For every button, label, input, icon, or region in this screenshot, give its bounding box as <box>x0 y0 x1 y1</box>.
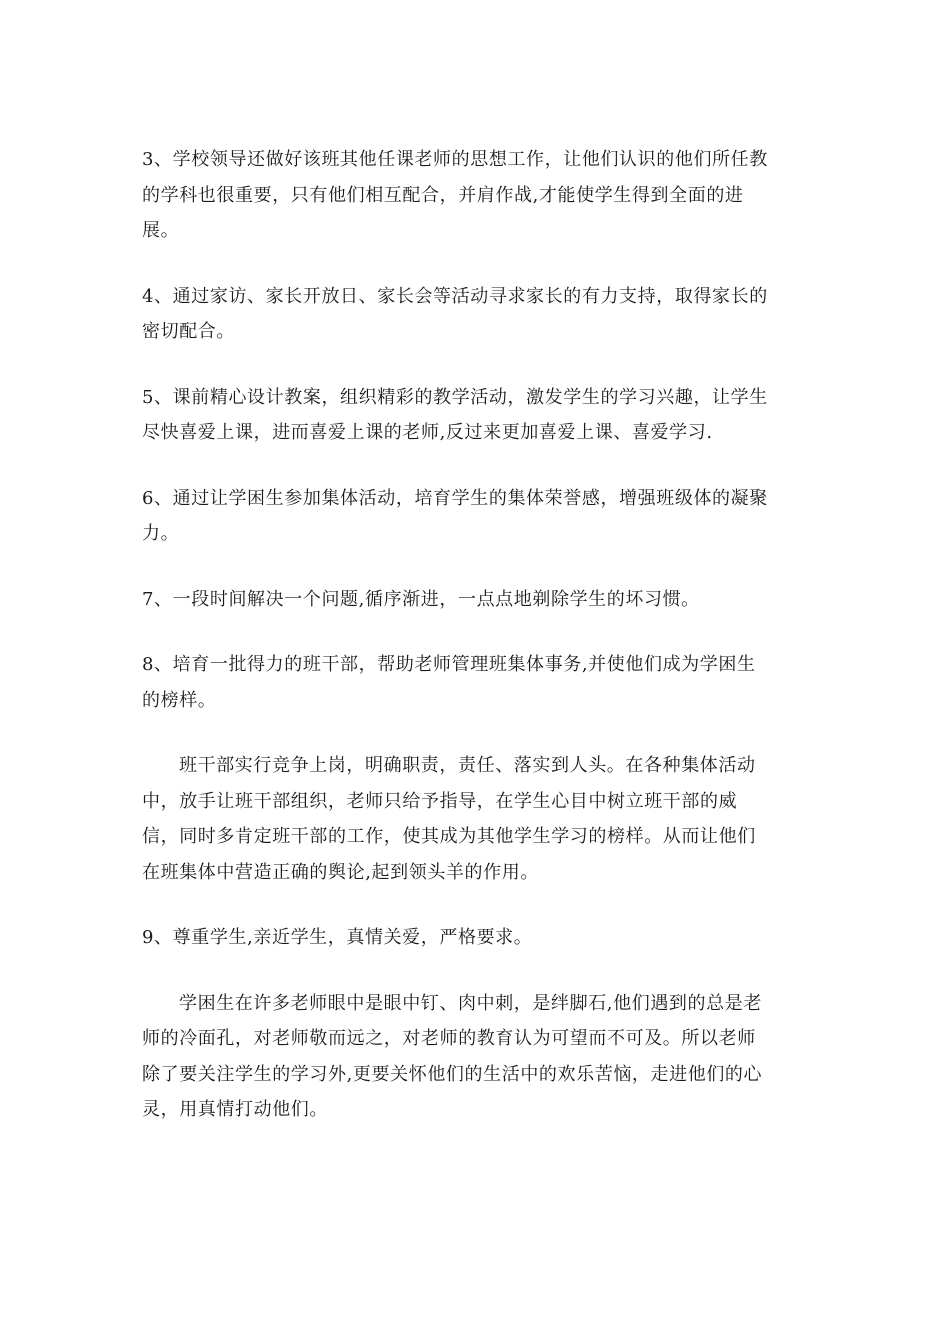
paragraph-item-9 <box>142 920 808 956</box>
text-line: 的学科也很重要，只有他们相互配合，并肩作战,才能使学生得到全面的进 <box>142 184 744 206</box>
paragraph-gap <box>142 890 808 920</box>
text-line: 中，放手让班干部组织，老师只给予指导，在学生心目中树立班干部的威 <box>142 790 738 812</box>
paragraph-item-8 <box>142 647 808 718</box>
text-line: 9、尊重学生,亲近学生，真情关爱，严格要求。 <box>142 927 533 948</box>
text-line: 在班集体中营造正确的舆论,起到领头羊的作用。 <box>142 861 539 883</box>
text-line: 学困生在许多老师眼中是眼中钉、肉中刺，是绊脚石,他们遇到的总是老 <box>179 992 762 1014</box>
text-line: 师的冷面孔，对老师敬而远之，对老师的教育认为可望而不可及。所以老师 <box>142 1028 756 1049</box>
text-line: 8、培育一批得力的班干部，帮助老师管理班集体事务,并使他们成为学困生 <box>142 654 756 675</box>
paragraph-item-7 <box>142 582 808 618</box>
paragraph-gap <box>142 617 808 647</box>
text-line: 灵，用真情打动他们。 <box>142 1099 328 1120</box>
text-line: 除了要关注学生的学习外,更要关怀他们的生活中的欢乐苦恼，走进他们的心 <box>142 1063 763 1085</box>
paragraph-item-6 <box>142 481 808 552</box>
text-line: 密切配合。 <box>142 321 235 342</box>
text-line: 展。 <box>142 220 180 241</box>
paragraph-gap <box>142 718 808 748</box>
text-line: 班干部实行竞争上岗，明确职责，责任、落实到人头。在各种集体活动 <box>179 755 756 776</box>
paragraph-item-9-detail <box>142 986 808 1128</box>
paragraph-item-5 <box>142 380 808 451</box>
paragraph-item-3 <box>142 142 808 249</box>
text-line: 3、学校领导还做好该班其他任课老师的思想工作，让他们认识的他们所任教 <box>142 149 768 170</box>
text-line: 的榜样。 <box>142 689 217 711</box>
paragraph-item-4 <box>142 279 808 350</box>
paragraph-gap <box>142 956 808 986</box>
paragraph-item-8-detail <box>142 748 808 890</box>
paragraph-gap <box>142 249 808 279</box>
text-line: 7、一段时间解决一个问题,循序渐进，一点点地剃除学生的坏习惯。 <box>142 588 700 610</box>
paragraph-gap <box>142 350 808 380</box>
text-line: 5、课前精心设计教案，组织精彩的教学活动，激发学生的学习兴趣，让学生 <box>142 386 768 408</box>
paragraph-gap <box>142 451 808 481</box>
text-line: 尽快喜爱上课，进而喜爱上课的老师,反过来更加喜爱上课、喜爱学习. <box>142 422 713 443</box>
text-line: 6、通过让学困生参加集体活动，培育学生的集体荣誉感，增强班级体的凝聚 <box>142 487 768 509</box>
paragraph-gap <box>142 552 808 582</box>
text-line: 信，同时多肯定班干部的工作，使其成为其他学生学习的榜样。从而让他们 <box>142 826 756 847</box>
text-line: 力。 <box>142 523 180 544</box>
document-page <box>142 142 808 1128</box>
text-line: 4、通过家访、家长开放日、家长会等活动寻求家长的有力支持，取得家长的 <box>142 285 768 307</box>
